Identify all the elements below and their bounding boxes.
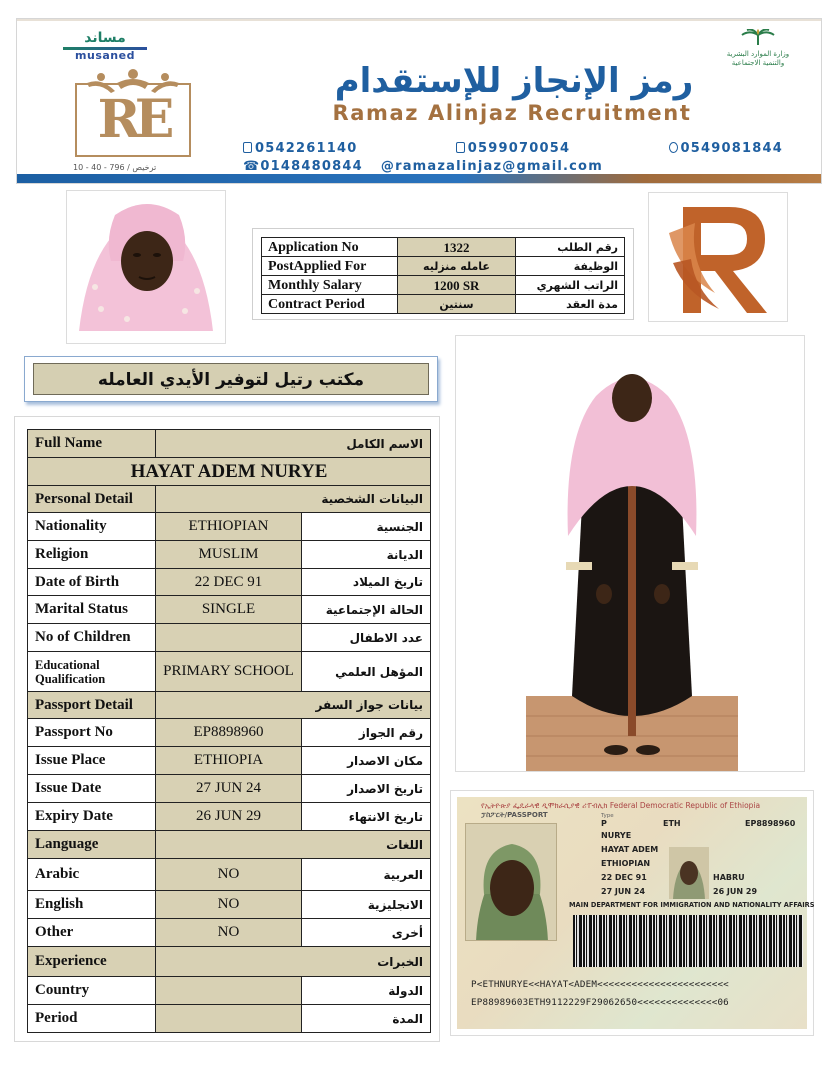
other-language-label-ar: أخرى xyxy=(302,919,431,947)
agency-r-logo xyxy=(648,192,788,322)
phone-3 xyxy=(669,141,783,156)
table-row xyxy=(28,569,431,596)
education-label: Educational Qualification xyxy=(28,652,156,692)
application-info-box xyxy=(252,228,634,320)
details-panel xyxy=(14,416,440,1042)
issue-date-label-ar: تاريخ الاصدار xyxy=(302,775,431,803)
company-name-ar: رمز الإنجاز للإستقدام xyxy=(334,61,694,101)
monthly-salary-value: 1200 SR xyxy=(398,276,516,295)
phone-1 xyxy=(243,141,357,156)
arabic-value: NO xyxy=(156,859,302,891)
religion-label-ar: الديانة xyxy=(302,541,431,569)
passport-scan xyxy=(450,790,814,1036)
expiry-date-value: 26 JUN 29 xyxy=(156,803,302,831)
musaned-logo-en: musaned xyxy=(75,49,135,62)
full-name-label-ar: الاسم الكامل xyxy=(156,430,431,458)
email xyxy=(381,159,603,174)
table-row xyxy=(28,541,431,569)
language-heading-ar: اللغات xyxy=(156,831,431,859)
issue-place-label: Issue Place xyxy=(28,747,156,775)
passport-photo xyxy=(465,823,557,941)
portrait-photo xyxy=(66,190,226,344)
table-row xyxy=(28,458,431,486)
passport-expiry-value: 26 JUN 29 xyxy=(713,887,758,896)
religion-label: Religion xyxy=(28,541,156,569)
landline xyxy=(243,159,363,174)
post-applied-label: PostApplied For xyxy=(262,257,398,276)
passport-mrz-line-2: EP88989603ETH9112229F29062650<<<<<<<<<<<<<<06 xyxy=(471,997,729,1008)
date-of-birth-value: 22 DEC 91 xyxy=(156,569,302,596)
phone-1-text: 0542261140 xyxy=(255,141,358,156)
contract-period-label-ar: مدة العقد xyxy=(516,295,625,314)
experience-heading-ar: الخبرات xyxy=(156,947,431,977)
table-row xyxy=(28,513,431,541)
header-banner xyxy=(16,18,822,184)
passport-authority-value: MAIN DEPARTMENT FOR IMMIGRATION AND NATIONALITY AFFAIRS xyxy=(569,901,815,909)
ghost-photo-illustration xyxy=(669,847,709,899)
passport-detail-heading: Passport Detail xyxy=(28,692,156,719)
table-row xyxy=(28,719,431,747)
arabic-label-ar: العربية xyxy=(302,859,431,891)
children-label: No of Children xyxy=(28,624,156,652)
experience-heading: Experience xyxy=(28,947,156,977)
portrait-illustration xyxy=(67,191,225,343)
language-heading: Language xyxy=(28,831,156,859)
monthly-salary-label-ar: الراتب الشهري xyxy=(516,276,625,295)
agency-title: مكتب رتيل لتوفير الأيدي العامله xyxy=(33,363,429,395)
ministry-text: وزارة الموارد البشرية والتنمية الاجتماعية xyxy=(726,50,790,67)
passport-number-value: EP8898960 xyxy=(745,819,796,828)
license-number: ترخيص / 796 - 40 - 10 xyxy=(73,163,157,172)
table-row xyxy=(28,891,431,919)
passport-given-names-value: HAYAT ADEM xyxy=(601,845,659,854)
telephone-icon: ☎ xyxy=(243,159,261,174)
religion-value: MUSLIM xyxy=(156,541,302,569)
company-name-en: Ramaz Alinjaz Recruitment xyxy=(332,101,692,125)
table-row xyxy=(28,596,431,624)
r-logo-icon xyxy=(649,193,787,321)
application-info-table xyxy=(261,237,625,314)
table-row xyxy=(28,947,431,977)
table-row xyxy=(28,652,431,692)
date-of-birth-label-ar: تاريخ الميلاد xyxy=(302,569,431,596)
children-label-ar: عدد الاطفال xyxy=(302,624,431,652)
issue-date-label: Issue Date xyxy=(28,775,156,803)
english-value: NO xyxy=(156,891,302,919)
table-row xyxy=(28,977,431,1005)
passport-ghost-photo xyxy=(669,847,709,899)
full-name-label: Full Name xyxy=(28,430,156,458)
nationality-value: ETHIOPIAN xyxy=(156,513,302,541)
table-row xyxy=(28,775,431,803)
personal-detail-heading-ar: البيانات الشخصية xyxy=(156,486,431,513)
full-body-photo xyxy=(455,335,805,772)
mobile-icon xyxy=(456,142,465,153)
email-icon: @ xyxy=(380,159,396,174)
musaned-logo-ar: مساند xyxy=(84,30,126,46)
landline-and-email xyxy=(243,159,783,174)
marital-status-label: Marital Status xyxy=(28,596,156,624)
marital-status-label-ar: الحالة الإجتماعية xyxy=(302,596,431,624)
education-value: PRIMARY SCHOOL xyxy=(156,652,302,692)
table-row xyxy=(262,276,625,295)
table-row xyxy=(262,238,625,257)
banner-color-stripe xyxy=(17,174,821,183)
experience-country-label: Country xyxy=(28,977,156,1005)
personal-detail-heading: Personal Detail xyxy=(28,486,156,513)
table-row xyxy=(28,1005,431,1033)
english-label-ar: الانجليزية xyxy=(302,891,431,919)
passport-no-value: EP8898960 xyxy=(156,719,302,747)
other-language-label: Other xyxy=(28,919,156,947)
table-row xyxy=(28,486,431,513)
arabic-label: Arabic xyxy=(28,859,156,891)
re-monogram-icon: RE xyxy=(97,89,169,150)
contract-period-label: Contract Period xyxy=(262,295,398,314)
nationality-label-ar: الجنسية xyxy=(302,513,431,541)
table-row xyxy=(28,747,431,775)
english-label: English xyxy=(28,891,156,919)
issue-place-value: ETHIOPIA xyxy=(156,747,302,775)
banner-top-line xyxy=(17,19,821,21)
passport-barcode xyxy=(573,915,803,967)
children-value xyxy=(156,624,302,652)
expiry-date-label: Expiry Date xyxy=(28,803,156,831)
education-label-ar: المؤهل العلمي xyxy=(302,652,431,692)
mobile-icon xyxy=(243,142,252,153)
musaned-logo xyxy=(63,31,147,61)
experience-period-label: Period xyxy=(28,1005,156,1033)
date-of-birth-label: Date of Birth xyxy=(28,569,156,596)
monthly-salary-label: Monthly Salary xyxy=(262,276,398,295)
table-row xyxy=(28,430,431,458)
passport-mrz-line-1: P<ETHNURYE<<HAYAT<ADEM<<<<<<<<<<<<<<<<<<<<<<< xyxy=(471,979,729,990)
passport-header: የኢትዮጵያ ፌዴራላዊ ዲሞክራሲያዊ ሪፐብሊክ Federal Democratic Republic of Ethiopia xyxy=(481,801,761,810)
application-no-label-ar: رقم الطلب xyxy=(516,238,625,257)
ramaz-re-logo xyxy=(71,69,195,161)
experience-country-value xyxy=(156,977,302,1005)
passport-birthplace-value: HABRU xyxy=(713,873,745,882)
agency-title-box xyxy=(24,356,438,402)
details-table xyxy=(27,429,431,1033)
post-applied-value: عامله منزليه xyxy=(398,257,516,276)
other-language-value: NO xyxy=(156,919,302,947)
table-row xyxy=(28,692,431,719)
experience-country-label-ar: الدولة xyxy=(302,977,431,1005)
passport-photo-illustration xyxy=(466,824,557,941)
issue-date-value: 27 JUN 24 xyxy=(156,775,302,803)
table-row xyxy=(262,295,625,314)
phone-2-text: 0599070054 xyxy=(467,141,571,156)
application-no-label: Application No xyxy=(262,238,398,257)
passport-country-value: ETH xyxy=(663,819,681,828)
experience-period-label-ar: المدة xyxy=(302,1005,431,1033)
table-row xyxy=(28,624,431,652)
phone-3-text: 0549081844 xyxy=(680,141,783,156)
landline-text: 0148480844 xyxy=(260,159,363,174)
experience-period-value xyxy=(156,1005,302,1033)
mobile-numbers xyxy=(243,141,783,156)
issue-place-label-ar: مكان الاصدار xyxy=(302,747,431,775)
passport-surname-value: NURYE xyxy=(601,831,632,840)
table-row xyxy=(28,919,431,947)
passport-type-label: Type xyxy=(601,813,614,819)
nationality-label: Nationality xyxy=(28,513,156,541)
phone-2 xyxy=(456,141,570,156)
passport-doc-type: ፓስፖርት/PASSPORT xyxy=(481,811,548,819)
passport-issue-value: 27 JUN 24 xyxy=(601,887,646,896)
contract-period-value: سنتين xyxy=(398,295,516,314)
table-row xyxy=(28,831,431,859)
marital-status-value: SINGLE xyxy=(156,596,302,624)
full-name-value: HAYAT ADEM NURYE xyxy=(28,458,431,486)
application-no-value: 1322 xyxy=(398,238,516,257)
passport-no-label-ar: رقم الجواز xyxy=(302,719,431,747)
passport-detail-heading-ar: بيانات جواز السفر xyxy=(156,692,431,719)
whatsapp-icon xyxy=(669,142,678,153)
passport-dob-value: 22 DEC 91 xyxy=(601,873,647,882)
table-row xyxy=(262,257,625,276)
table-row xyxy=(28,859,431,891)
full-body-illustration xyxy=(456,336,804,771)
email-text: ramazalinjaz@gmail.com xyxy=(395,159,603,174)
palm-icon xyxy=(738,29,778,45)
expiry-date-label-ar: تاريخ الانتهاء xyxy=(302,803,431,831)
passport-no-label: Passport No xyxy=(28,719,156,747)
post-applied-label-ar: الوظيفة xyxy=(516,257,625,276)
table-row xyxy=(28,803,431,831)
passport-nationality-value: ETHIOPIAN xyxy=(601,859,651,868)
passport-type-value: P xyxy=(601,819,607,828)
